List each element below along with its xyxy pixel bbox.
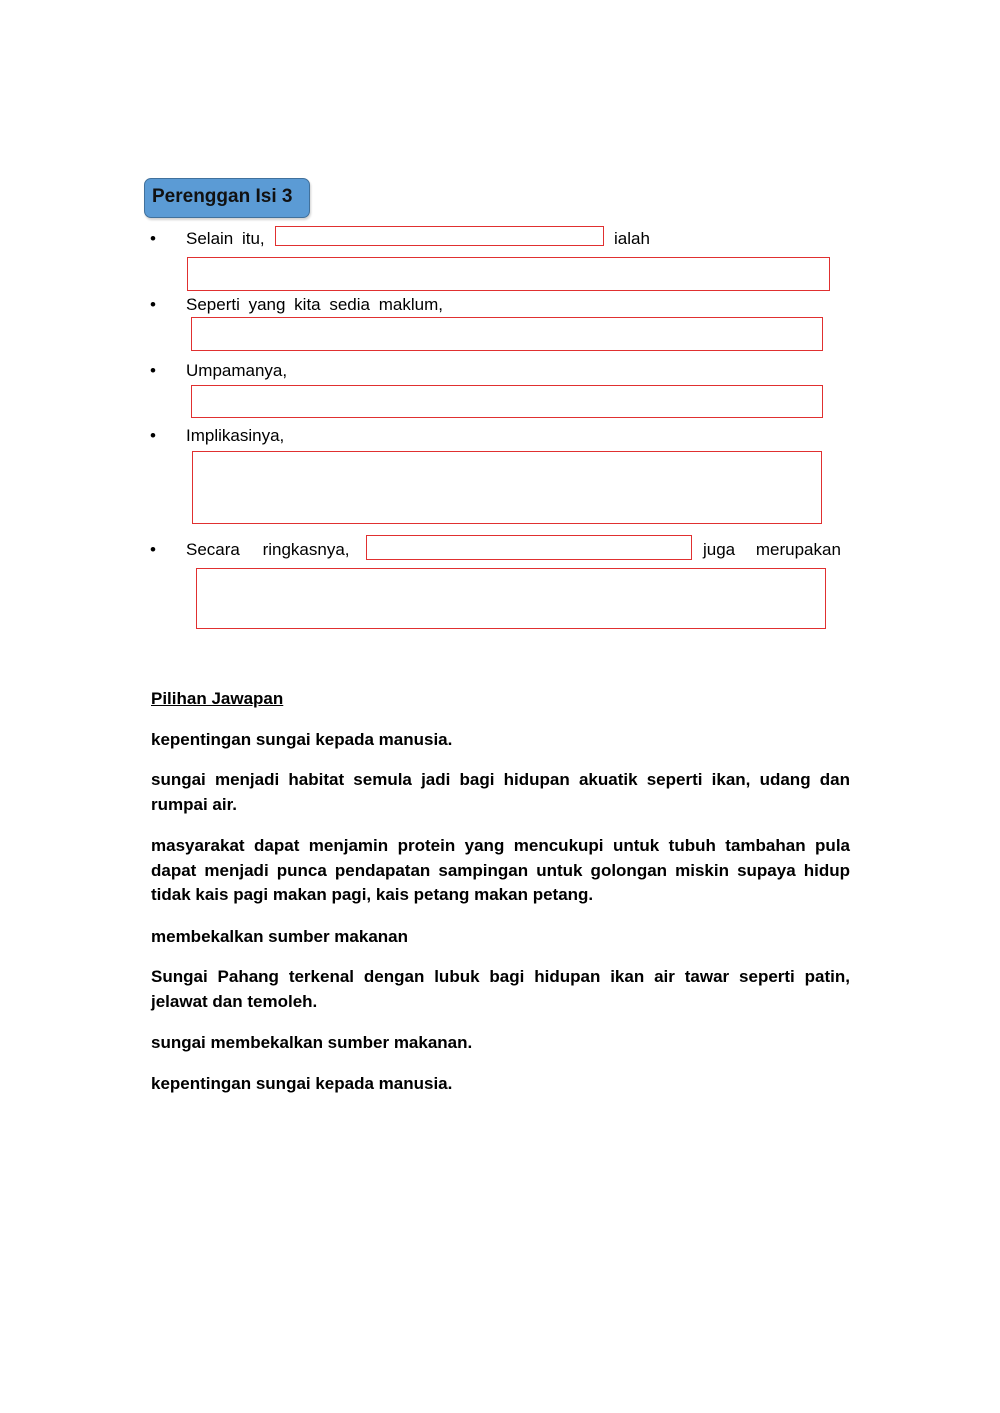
answers-heading: Pilihan Jawapan [151, 689, 284, 708]
item-5-trail: juga merupakan [703, 540, 841, 559]
blank-box-1a[interactable] [275, 226, 604, 246]
bullet-5: • [150, 540, 156, 559]
blank-box-4[interactable] [192, 451, 822, 524]
answer-option-2[interactable]: sungai menjadi habitat semula jadi bagi hidupan akuatik seperti ikan, udang dan rumpai air. [151, 770, 850, 814]
item-3-lead: Umpamanya, [186, 361, 288, 380]
blank-box-1b[interactable] [187, 257, 830, 291]
section-title: Perenggan Isi 3 [152, 186, 293, 207]
blank-box-2[interactable] [191, 317, 823, 351]
answer-option-7[interactable]: kepentingan sungai kepada manusia. [151, 1074, 453, 1093]
item-5-lead: Secara ringkasnya, [186, 540, 350, 559]
answer-option-4[interactable]: membekalkan sumber makanan [151, 927, 409, 946]
answer-option-3[interactable]: masyarakat dapat menjamin protein yang mencukupi untuk tubuh tambahan pula dapat menjadi punca pendapatan sampingan untuk golongan miskin supaya hidup tidak kais pagi makan pagi, kais petang makan petang. [151, 836, 850, 904]
blank-box-5b[interactable] [196, 568, 826, 629]
section-title-badge [144, 178, 310, 218]
bullet-4: • [150, 426, 156, 445]
item-1-trail: ialah [614, 229, 650, 248]
answer-option-6[interactable]: sungai membekalkan sumber makanan. [151, 1033, 473, 1052]
item-2-lead: Seperti yang kita sedia maklum, [186, 295, 443, 314]
bullet-1: • [150, 229, 156, 248]
blank-box-3[interactable] [191, 385, 823, 418]
item-4-lead: Implikasinya, [186, 426, 285, 445]
bullet-3: • [150, 361, 156, 380]
item-1-lead: Selain itu, [186, 229, 265, 248]
answer-option-5[interactable]: Sungai Pahang terkenal dengan lubuk bagi hidupan ikan air tawar seperti patin, jelawat dan temoleh. [151, 967, 850, 1011]
answer-option-1[interactable]: kepentingan sungai kepada manusia. [151, 730, 453, 749]
bullet-2: • [150, 295, 156, 314]
blank-box-5a[interactable] [366, 535, 692, 560]
